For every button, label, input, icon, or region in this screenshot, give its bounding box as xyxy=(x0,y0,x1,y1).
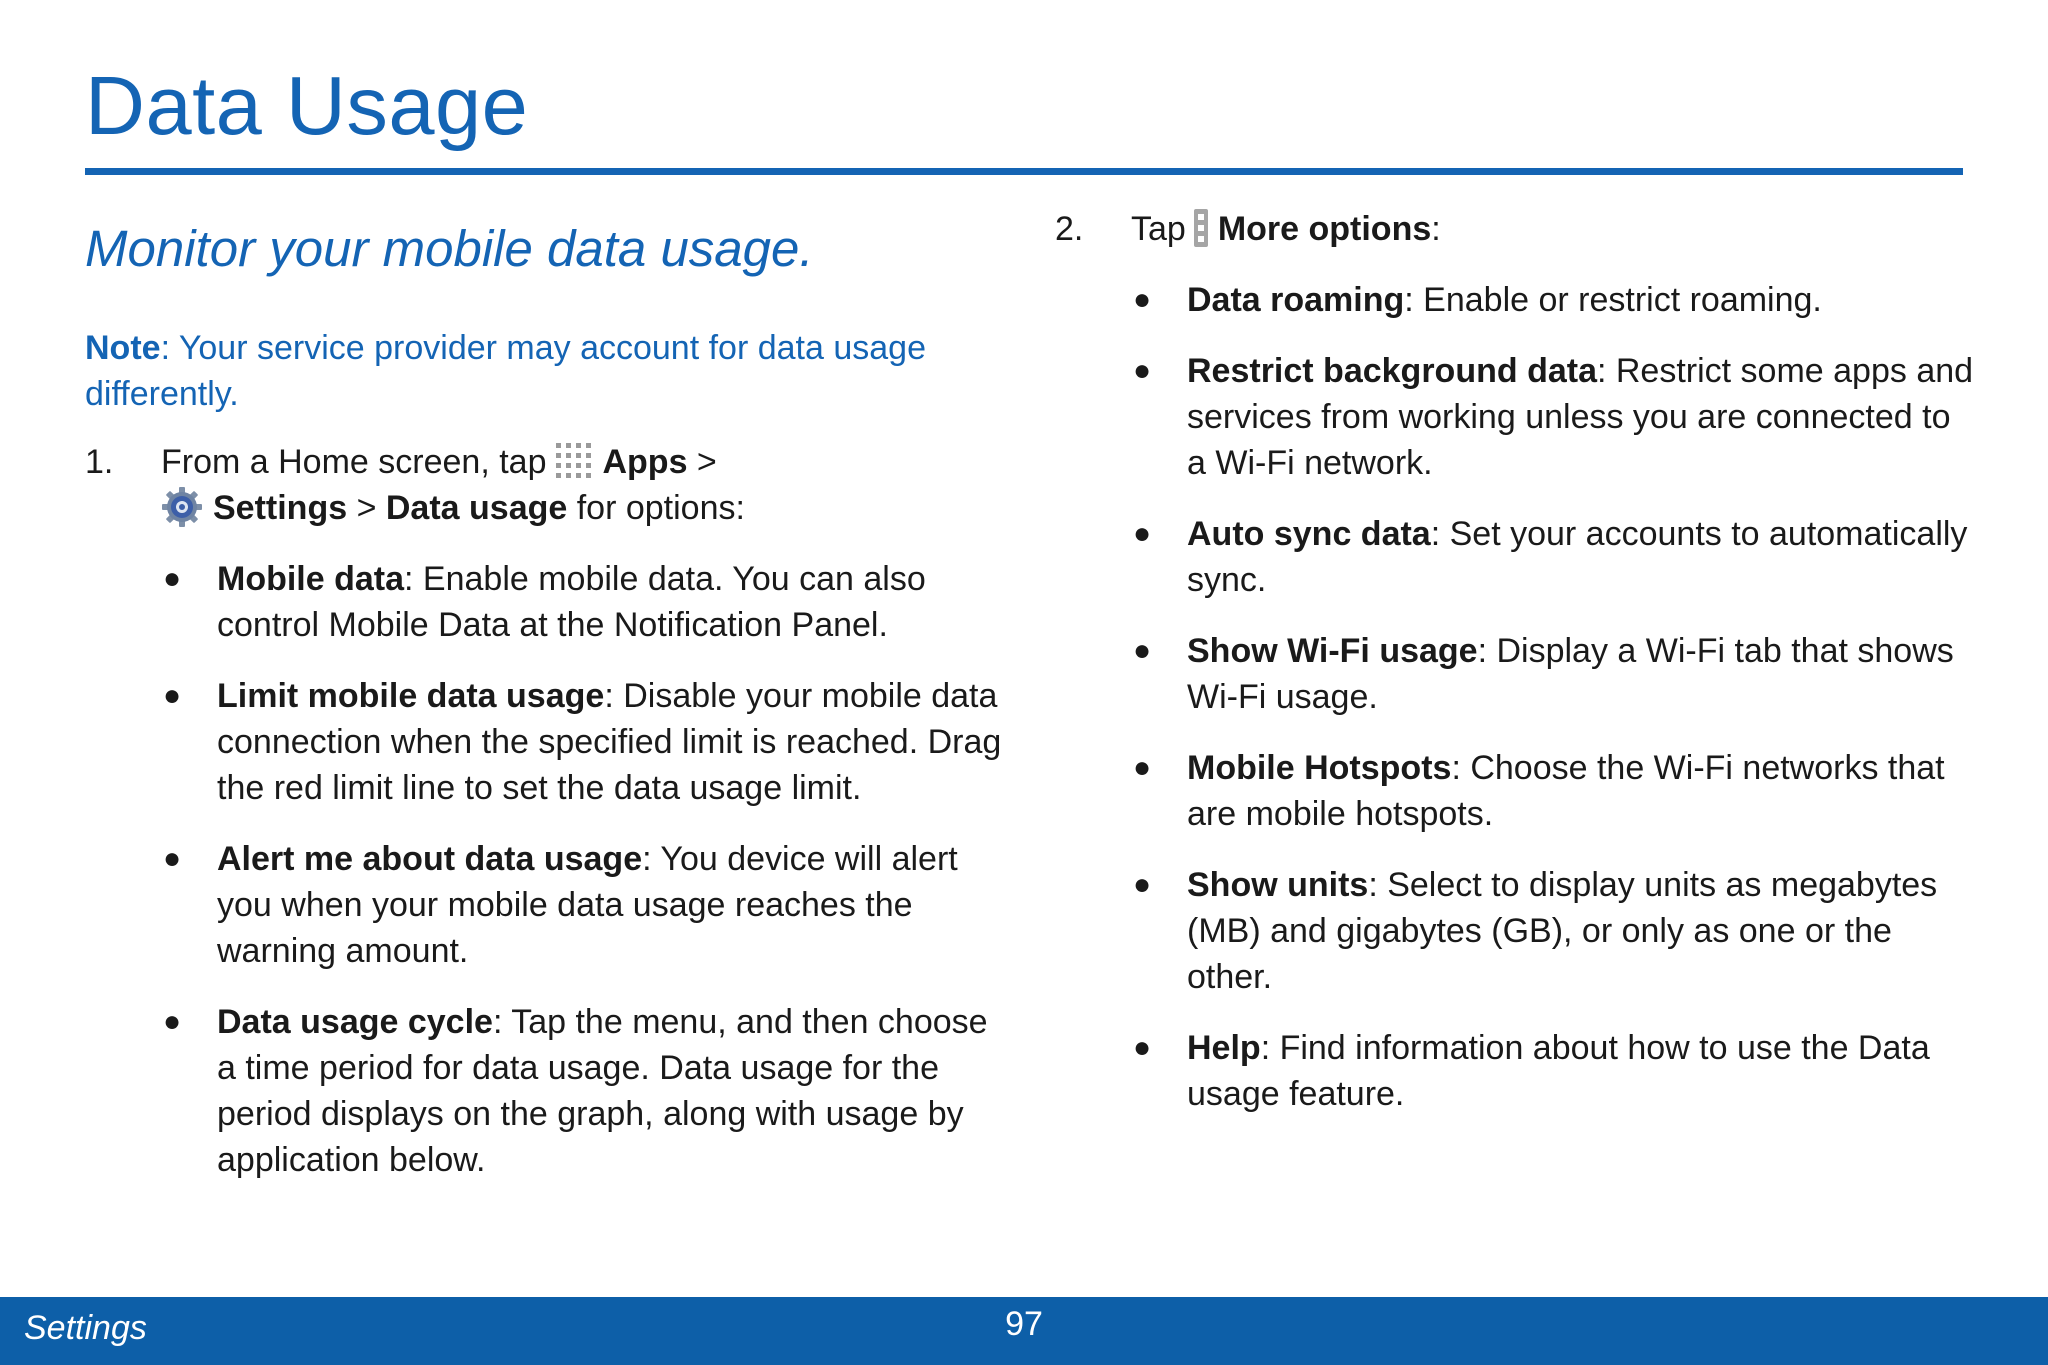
option-description: : Find information about how to use the Data usage feature. xyxy=(1187,1029,1930,1113)
note xyxy=(85,325,1005,417)
list-item xyxy=(1131,511,1975,603)
bullet-icon: ● xyxy=(1133,354,1152,387)
option-term: Data roaming xyxy=(1187,281,1405,319)
bullet-icon: ● xyxy=(163,679,182,713)
step-1-text: From a Home screen, tap xyxy=(161,443,547,482)
note-text: : Your service provider may account for data usage differently. xyxy=(85,329,926,414)
bullet-icon: ● xyxy=(1133,634,1152,667)
option-description: : Enable mobile data. You can also control Mobile Data at the Notification Panel. xyxy=(217,560,926,645)
option-description: : Restrict some apps and services from working unless you are connected to a Wi-Fi network. xyxy=(1187,352,1974,482)
data-usage-label: Data usage xyxy=(385,489,568,528)
option-description: : Enable or restrict roaming. xyxy=(1404,281,1822,319)
list-item xyxy=(1131,745,1975,837)
step-1-suffix: for options: xyxy=(567,489,745,528)
step-number: 1. xyxy=(85,443,114,482)
step-2-options-list xyxy=(1131,277,1975,1117)
bullet-icon: ● xyxy=(1133,517,1152,550)
option-description: : Set your accounts to automatically sync. xyxy=(1187,515,1968,599)
option-term: Mobile data xyxy=(217,560,405,599)
bullet-icon: ● xyxy=(1133,868,1152,901)
option-description: : Choose the Wi-Fi networks that are mobile hotspots. xyxy=(1187,749,1945,833)
list-item xyxy=(1131,628,1975,720)
option-description: : You device will alert you when your mobile data usage reaches the warning amount. xyxy=(217,840,958,971)
option-term: Restrict background data xyxy=(1187,352,1597,390)
list-item xyxy=(1131,348,1975,486)
list-item xyxy=(161,836,1005,974)
step-2 xyxy=(1055,206,1975,252)
step-1-options-list xyxy=(161,556,1005,1183)
option-term: Alert me about data usage xyxy=(217,840,643,879)
bullet-icon: ● xyxy=(1133,1031,1152,1064)
option-description: : Tap the menu, and then choose a time period for data usage. Data usage for the period displays on the graph, along with usage by application below. xyxy=(217,1003,988,1180)
settings-label: Settings xyxy=(213,489,348,528)
list-item xyxy=(1131,277,1975,323)
step-2-suffix: : xyxy=(1431,210,1441,248)
apps-label: Apps xyxy=(602,443,688,482)
option-description: : Display a Wi-Fi tab that shows Wi-Fi usage. xyxy=(1187,632,1954,716)
list-item xyxy=(161,999,1005,1183)
option-term: Show units xyxy=(1187,866,1369,904)
footer-section-name: Settings xyxy=(24,1309,147,1347)
bullet-icon: ● xyxy=(163,842,182,876)
option-term: Data usage cycle xyxy=(217,1003,493,1042)
note-label: Note xyxy=(85,329,161,368)
title-divider xyxy=(85,168,1963,175)
bullet-icon: ● xyxy=(163,562,182,596)
right-column xyxy=(1055,206,1975,1142)
option-description: : Select to display units as megabytes (MB) and gigabytes (GB), or only as one or the other. xyxy=(1187,866,1938,996)
more-options-icon xyxy=(1194,209,1208,247)
step-number: 2. xyxy=(1055,210,1084,248)
bullet-icon: ● xyxy=(1133,283,1152,316)
list-item xyxy=(161,673,1005,811)
option-term: Limit mobile data usage xyxy=(217,677,605,716)
option-term: Auto sync data xyxy=(1187,515,1431,553)
page-footer xyxy=(0,1297,2048,1365)
settings-gear-icon xyxy=(161,486,203,528)
bullet-icon: ● xyxy=(163,1005,182,1039)
more-options-label: More options xyxy=(1217,210,1432,248)
list-item xyxy=(1131,1025,1975,1117)
page-number: 97 xyxy=(1005,1305,1043,1343)
separator: > xyxy=(687,443,717,482)
list-item xyxy=(161,556,1005,648)
bullet-icon: ● xyxy=(1133,751,1152,784)
option-term: Help xyxy=(1187,1029,1261,1067)
apps-grid-icon xyxy=(554,441,594,481)
page-title: Data Usage xyxy=(85,59,529,152)
step-2-text: Tap xyxy=(1131,210,1186,248)
option-description: : Disable your mobile data connection when the specified limit is reached. Drag the red limit line to set the data usage limit. xyxy=(217,677,1002,808)
option-term: Show Wi-Fi usage xyxy=(1187,632,1478,670)
list-item xyxy=(1131,862,1975,1000)
section-subtitle: Monitor your mobile data usage. xyxy=(85,220,814,277)
step-1 xyxy=(85,439,1005,531)
option-term: Mobile Hotspots xyxy=(1187,749,1452,787)
left-column xyxy=(85,210,1005,1208)
separator: > xyxy=(347,489,386,528)
